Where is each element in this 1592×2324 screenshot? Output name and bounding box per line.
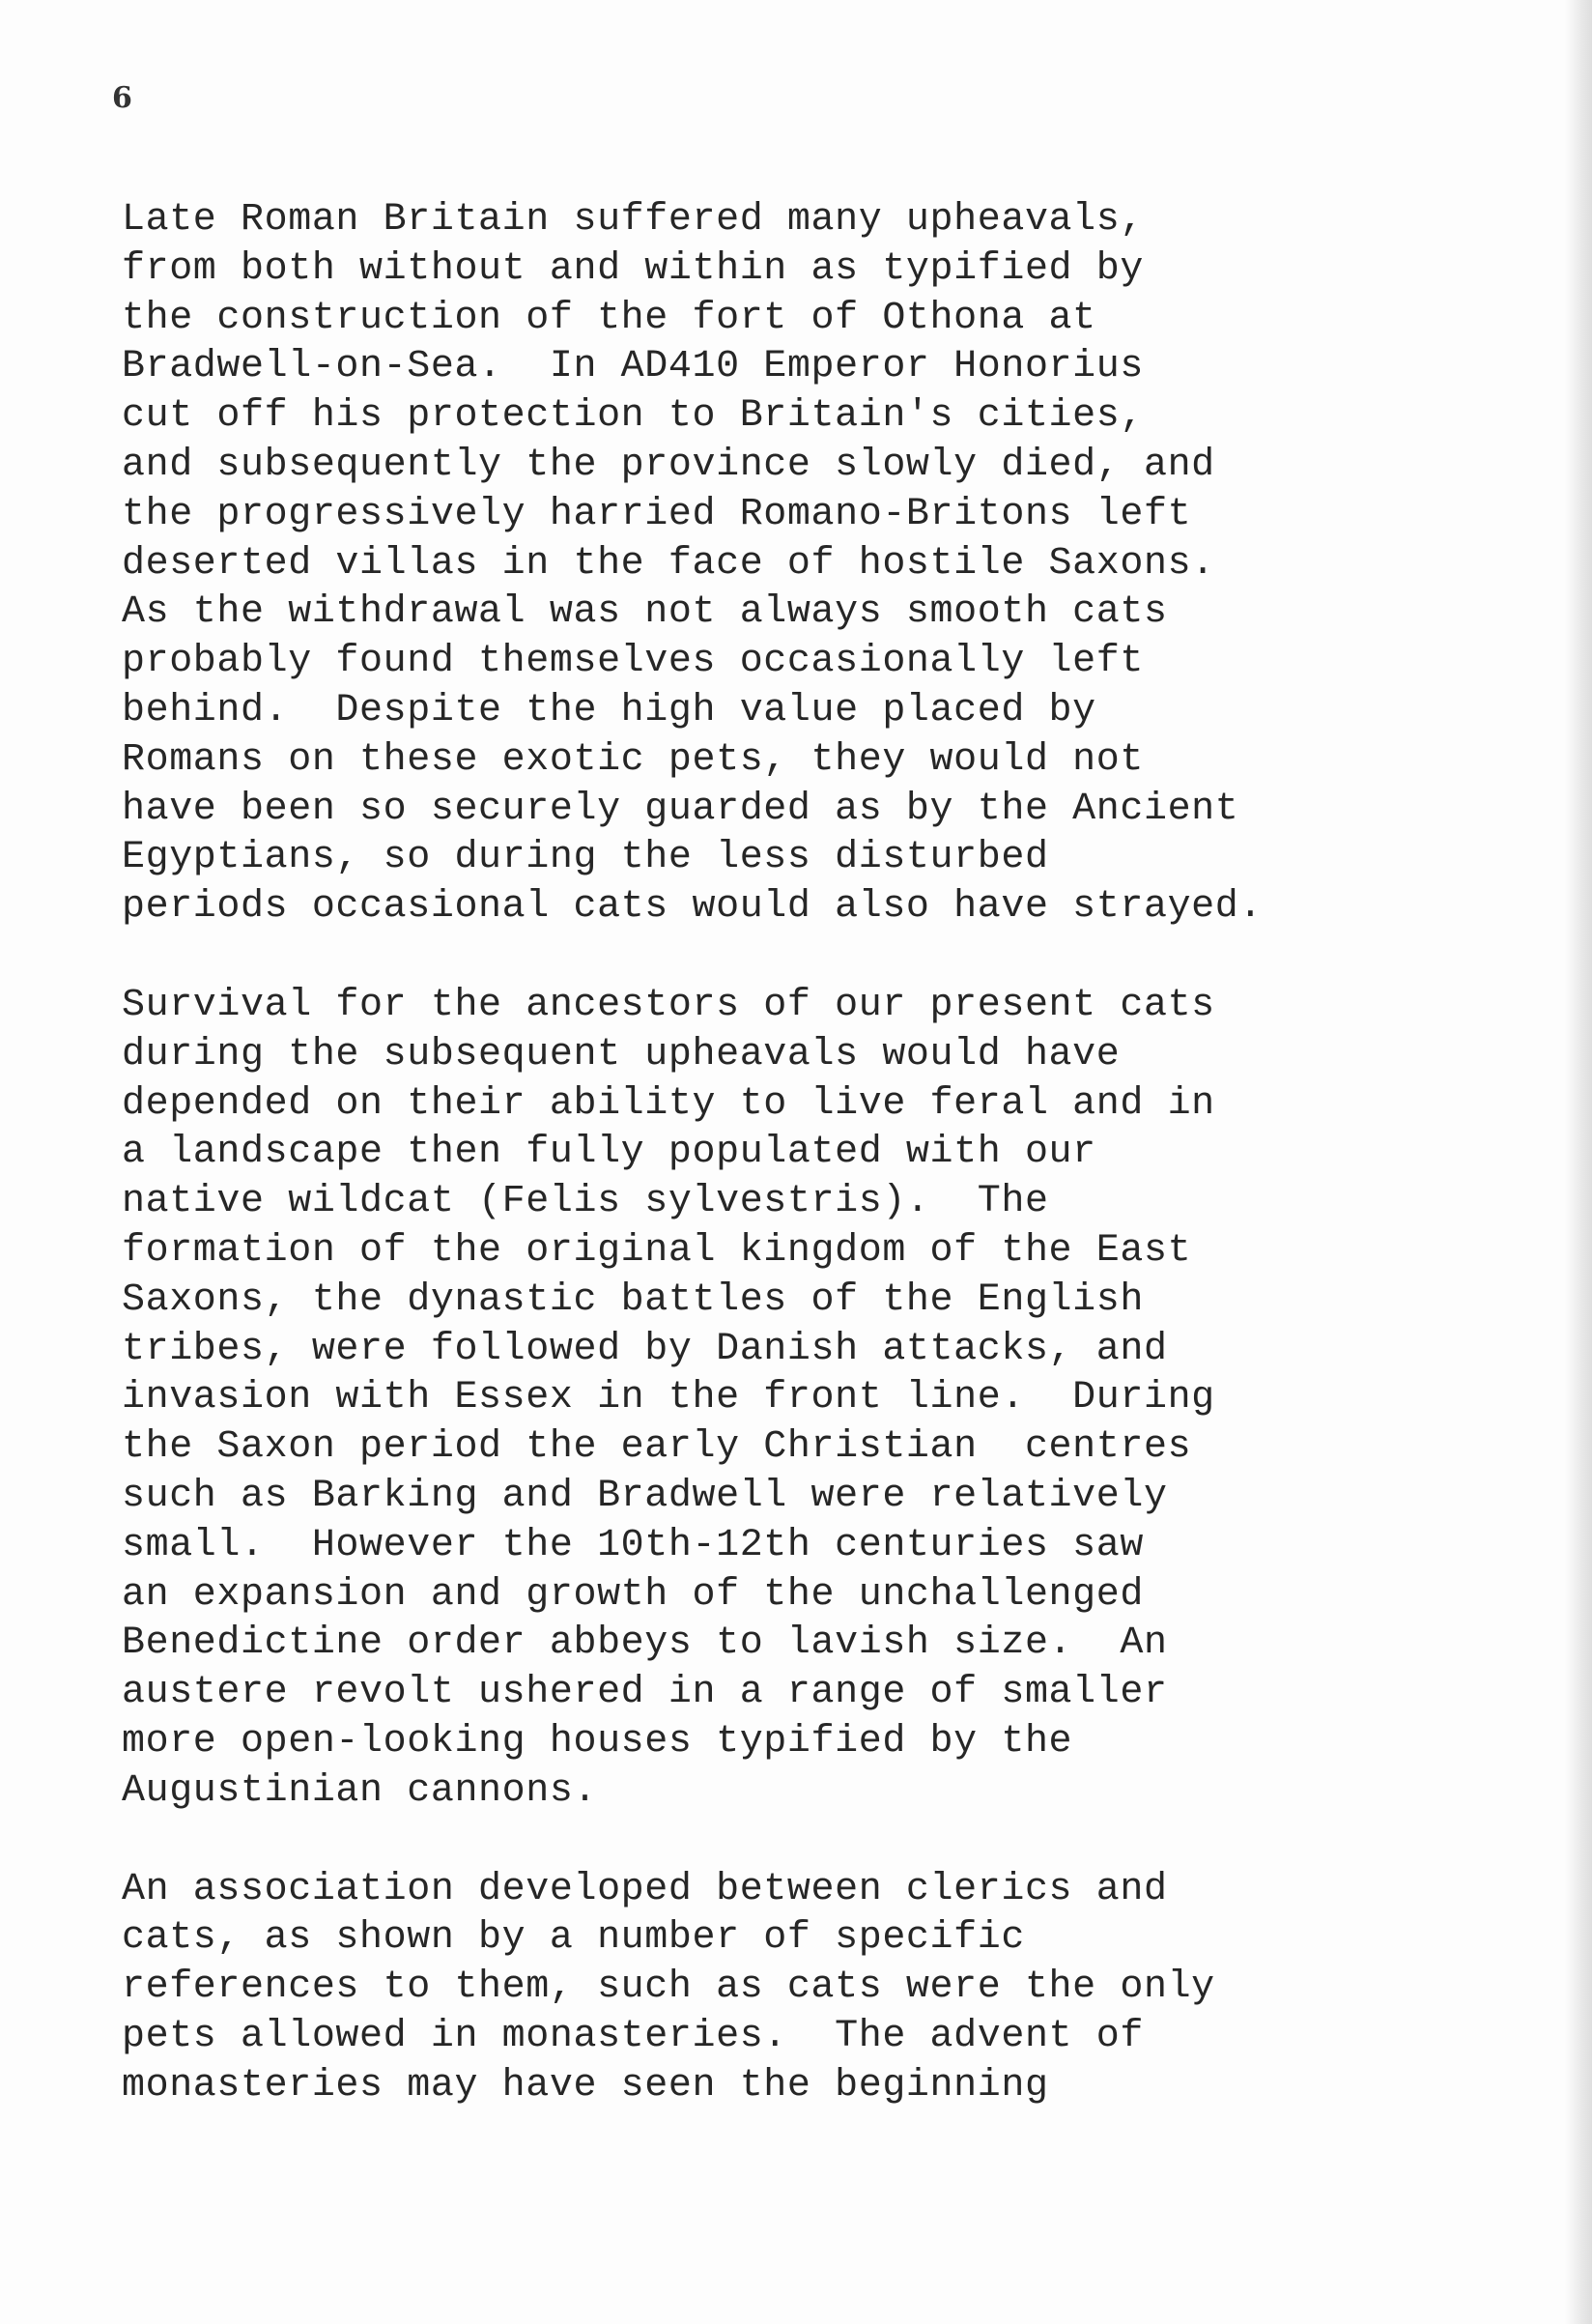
text-line: and subsequently the province slowly died, and	[122, 443, 1215, 487]
text-line: Bradwell-on-Sea. In AD410 Emperor Honorius	[122, 345, 1144, 389]
text-line: Romans on these exotic pets, they would not	[122, 737, 1144, 782]
text-line: have been so securely guarded as by the Ancient	[122, 787, 1239, 831]
paragraph-2	[122, 982, 1551, 1817]
text-line: formation of the original kingdom of the East	[122, 1228, 1192, 1273]
text-line: depended on their ability to live feral and in	[122, 1081, 1215, 1126]
text-line: monasteries may have seen the beginning	[122, 2063, 1049, 2108]
text-line: austere revolt ushered in a range of smaller	[122, 1671, 1168, 1715]
page-number: 6	[112, 81, 132, 115]
text-line: periods occasional cats would also have strayed.	[122, 885, 1263, 930]
text-line: behind. Despite the high value placed by	[122, 688, 1096, 732]
text-line: such as Barking and Bradwell were relatively	[122, 1474, 1168, 1518]
text-line: Survival for the ancestors of our present cats	[122, 983, 1215, 1027]
page-edge-shadow	[1565, 0, 1592, 2324]
body-text	[122, 196, 1551, 2160]
text-line: invasion with Essex in the front line. During	[122, 1376, 1215, 1420]
text-line: the Saxon period the early Christian centres	[122, 1425, 1192, 1470]
text-line: pets allowed in monasteries. The advent of	[122, 2014, 1144, 2058]
text-line: from both without and within as typified by	[122, 246, 1144, 291]
paragraph-1	[122, 196, 1551, 932]
text-line: native wildcat (Felis sylvestris). The	[122, 1180, 1049, 1224]
text-line: cut off his protection to Britain's cities,	[122, 394, 1144, 439]
text-line: small. However the 10th-12th centuries saw	[122, 1523, 1144, 1567]
text-line: during the subsequent upheavals would have	[122, 1032, 1121, 1076]
text-line: cats, as shown by a number of specific	[122, 1916, 1025, 1961]
text-line: references to them, such as cats were the only	[122, 1965, 1215, 2010]
text-line: a landscape then fully populated with our	[122, 1131, 1096, 1175]
text-line: probably found themselves occasionally left	[122, 640, 1144, 684]
text-line: deserted villas in the face of hostile Saxons.	[122, 541, 1215, 586]
text-line: Late Roman Britain suffered many upheavals,	[122, 198, 1144, 242]
text-line: the progressively harried Romano-Britons left	[122, 492, 1192, 536]
paragraph-3	[122, 1866, 1551, 2111]
text-line: Egyptians, so during the less disturbed	[122, 836, 1049, 880]
text-line: An association developed between clerics and	[122, 1867, 1168, 1911]
text-line: As the withdrawal was not always smooth cats	[122, 590, 1168, 635]
text-line: Augustinian cannons.	[122, 1768, 598, 1813]
text-line: an expansion and growth of the unchallenged	[122, 1572, 1144, 1617]
text-line: the construction of the fort of Othona at	[122, 296, 1096, 340]
text-line: more open-looking houses typified by the	[122, 1719, 1073, 1764]
text-line: tribes, were followed by Danish attacks, and	[122, 1327, 1168, 1371]
text-line: Benedictine order abbeys to lavish size. An	[122, 1621, 1168, 1666]
text-line: Saxons, the dynastic battles of the English	[122, 1277, 1144, 1322]
